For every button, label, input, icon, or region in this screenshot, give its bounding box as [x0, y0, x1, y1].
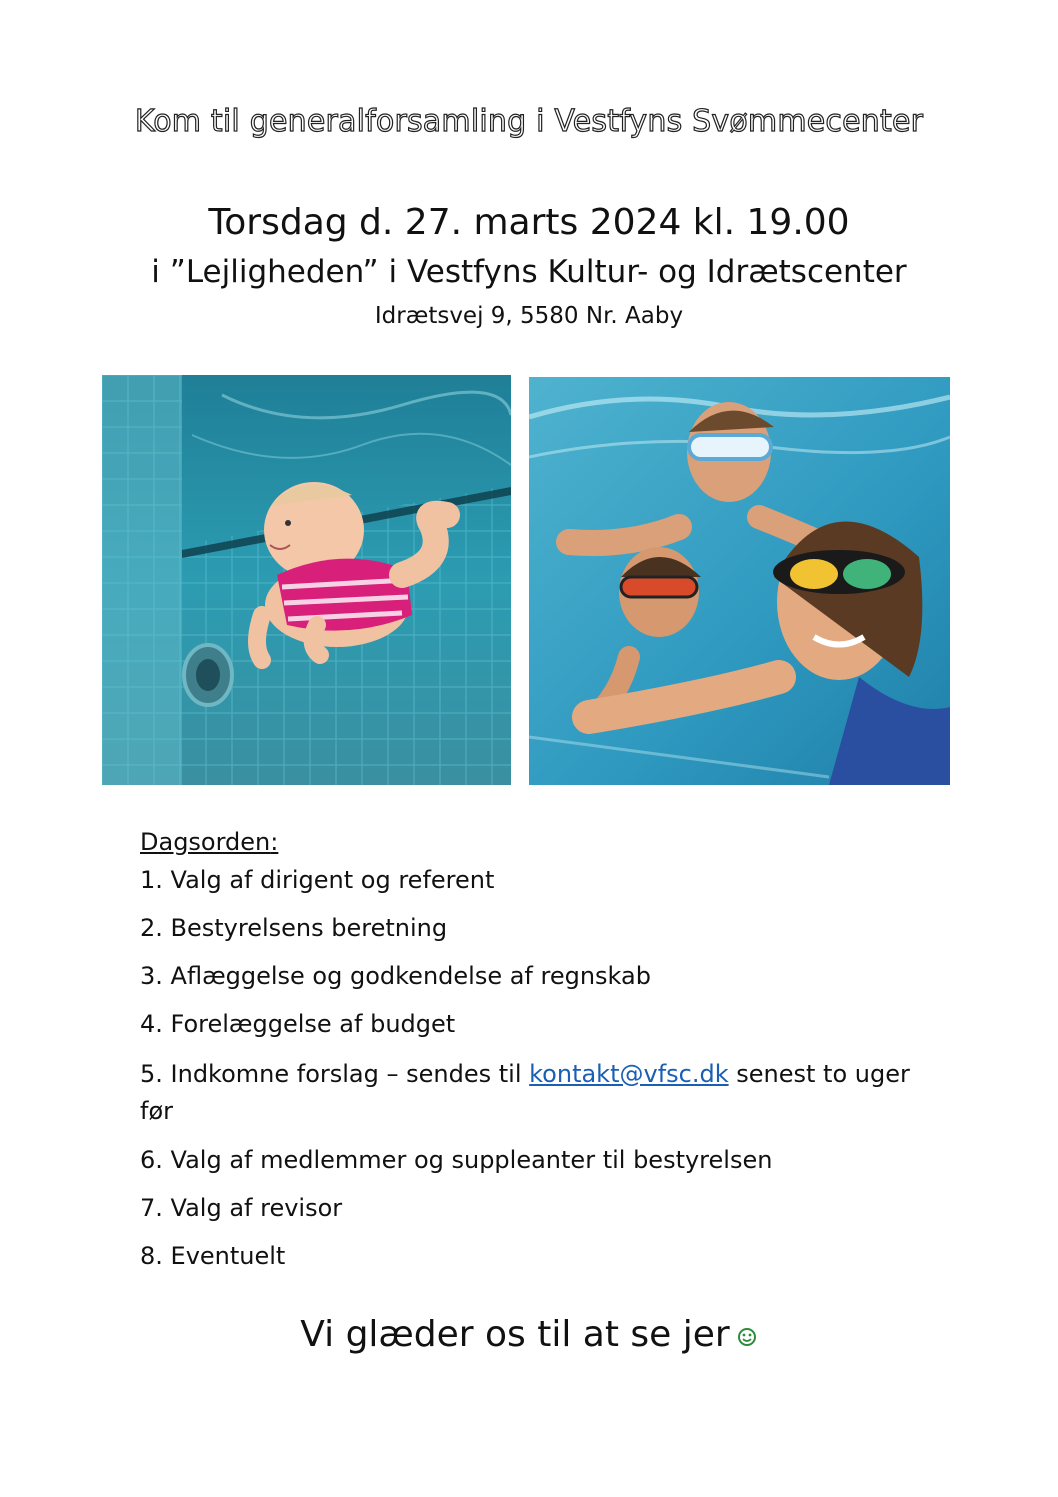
agenda-item: 8. Eventuelt — [140, 1242, 286, 1270]
agenda-heading-text: Dagsorden — [140, 828, 271, 856]
agenda — [140, 824, 960, 1270]
event-date: Torsdag d. 27. marts 2024 kl. 19.00 — [208, 202, 850, 243]
agenda-item-5 — [140, 1056, 950, 1130]
event-address: Idrætsvej 9, 5580 Nr. Aaby — [374, 303, 684, 329]
agenda-item: 4. Forelæggelse af budget — [140, 1010, 456, 1038]
agenda-heading-colon: : — [270, 828, 279, 856]
agenda-item: 3. Aflæggelse og godkendelse af regnskab — [140, 962, 651, 990]
contact-email-link[interactable]: kontakt@vfsc.dk — [529, 1060, 729, 1088]
agenda-item-5-text: 5. Indkomne forslag – sendes til — [140, 1060, 530, 1088]
agenda-heading — [140, 824, 960, 860]
agenda-item: 7. Valg af revisor — [140, 1194, 343, 1222]
closing-message — [0, 1314, 1058, 1357]
baby-swimming-photo — [102, 375, 511, 785]
smiley-icon — [736, 1316, 758, 1357]
event-venue: i ”Lejligheden” i Vestfyns Kultur- og Idrætscenter — [151, 254, 907, 290]
agenda-item: 6. Valg af medlemmer og suppleanter til bestyrelsen — [140, 1146, 773, 1174]
agenda-item-5-suffix: senest to uger før — [140, 1060, 910, 1125]
agenda-item: 1. Valg af dirigent og referent — [140, 866, 495, 894]
agenda-item: 2. Bestyrelsens beretning — [140, 914, 448, 942]
closing-text: Vi glæder os til at se jer — [300, 1314, 730, 1355]
kids-swimming-goggles-photo — [529, 377, 950, 785]
page-title: Kom til generalforsamling i Vestfyns Svømmecenter — [134, 104, 924, 139]
